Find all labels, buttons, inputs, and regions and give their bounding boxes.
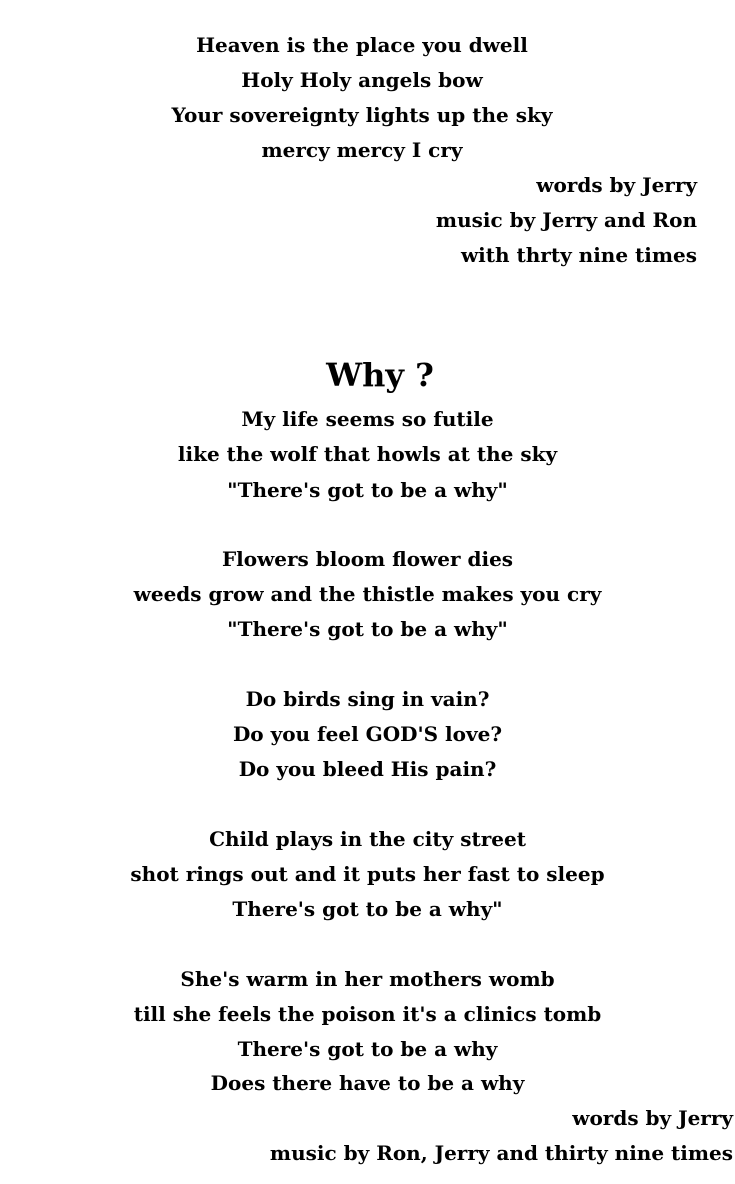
credit-line: music by Ron, Jerry and thirty nine times xyxy=(269,1141,733,1165)
stanza-line: "There's got to be a why" xyxy=(227,478,508,502)
credit-line: music by Jerry and Ron xyxy=(435,208,697,232)
stanza-line: Does there have to be a why xyxy=(210,1071,525,1095)
stanza-line: till she feels the poison it's a clinics tomb xyxy=(133,1002,602,1026)
credit-line: words by Jerry xyxy=(536,173,697,197)
stanza-line: shot rings out and it puts her fast to sleep xyxy=(130,862,605,886)
stanza-line: There's got to be a why xyxy=(237,1037,498,1061)
verse-line: Heaven is the place you dwell xyxy=(196,33,528,57)
verse-line: Holy Holy angels bow xyxy=(241,68,483,92)
stanza-line: There's got to be a why" xyxy=(232,897,503,921)
credit-line: words by Jerry xyxy=(572,1106,733,1130)
stanza-line: Do you feel GOD'S love? xyxy=(232,722,503,746)
stanza-line: My life seems so futile xyxy=(241,407,494,431)
stanza-line: weeds grow and the thistle makes you cry xyxy=(133,582,602,606)
poem-title: Why ? xyxy=(326,356,434,394)
stanza-line: Flowers bloom flower dies xyxy=(221,547,514,571)
stanza-line: "There's got to be a why" xyxy=(227,617,508,641)
stanza-line: Child plays in the city street xyxy=(209,827,526,851)
stanza-line: She's warm in her mothers womb xyxy=(180,967,555,991)
stanza-line: Do birds sing in vain? xyxy=(245,687,490,711)
verse-line: Your sovereignty lights up the sky xyxy=(171,103,553,127)
verse-line: mercy mercy I cry xyxy=(261,138,463,162)
stanza-line: like the wolf that howls at the sky xyxy=(177,442,558,466)
stanza-line: Do you bleed His pain? xyxy=(238,757,497,781)
credit-line: with thrty nine times xyxy=(460,243,697,267)
